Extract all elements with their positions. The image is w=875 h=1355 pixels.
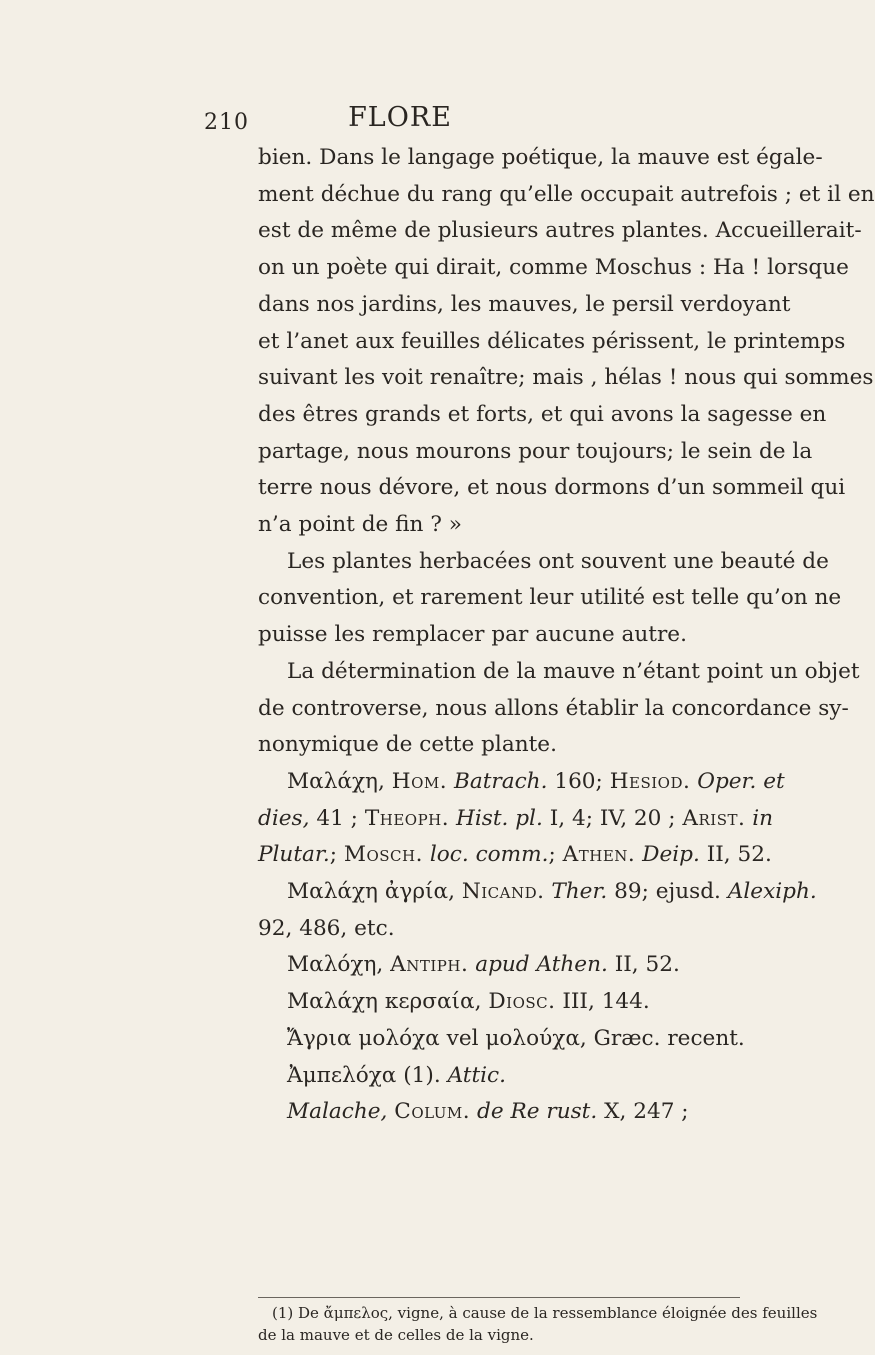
reference: II, 52. <box>706 842 772 868</box>
author: Diosc. <box>488 989 556 1015</box>
text-line: bien. Dans le langage poétique, la mauve est égale- <box>258 145 823 170</box>
work-title: Deip. <box>642 842 700 868</box>
work-title: Plutar. <box>258 842 330 868</box>
text-line: puisse les remplacer par aucune autre. <box>258 622 687 648</box>
reference: 160; <box>554 768 603 794</box>
work-title: in <box>752 805 774 831</box>
author: Theoph. <box>364 805 450 831</box>
greek-name: μολούχα, <box>485 1025 587 1051</box>
author: Arist. <box>682 805 746 831</box>
synonymy-line <box>258 837 772 874</box>
author: Hesiod. <box>609 768 691 794</box>
author: Hom. <box>391 768 448 794</box>
synonymy-line <box>258 984 740 1021</box>
page-number: 210 <box>204 110 249 135</box>
reference: ; <box>548 842 556 868</box>
connector: vel <box>446 1025 479 1051</box>
work-title: apud Athen. <box>475 952 608 978</box>
work-title: dies, <box>258 805 310 831</box>
work-title: Alexiph. <box>727 879 817 905</box>
text-line: est de même de plusieurs autres plantes. Accueillerait- <box>258 218 862 244</box>
work-title: Oper. et <box>697 768 785 794</box>
reference: III, 144. <box>562 989 650 1015</box>
synonymy-line <box>258 911 740 948</box>
author: Athen. <box>562 842 636 868</box>
reference: X, 247 ; <box>604 1099 689 1125</box>
reference: ; <box>329 842 337 868</box>
reference: 92, 486, etc. <box>258 915 395 941</box>
text-line: de controverse, nous allons établir la concordance sy- <box>258 695 849 721</box>
greek-name: Ἀμπελόχα <box>287 1062 397 1088</box>
text-line: partage, nous mourons pour toujours; le sein de la <box>258 438 813 464</box>
text-line: et l’anet aux feuilles délicates périssent, le printemps <box>258 328 846 354</box>
text-line: convention, et rarement leur utilité est telle qu’on ne <box>258 585 842 611</box>
text-line: Les plantes herbacées ont souvent une beauté de <box>287 548 829 574</box>
author: Antiph. <box>390 952 469 978</box>
text-line: terre nous dévore, et nous dormons d’un sommeil qui <box>258 475 846 501</box>
greek-name: Μαλάχη κερσαία, <box>287 989 482 1015</box>
synonymy-line <box>258 874 817 911</box>
synonymy-line <box>258 801 774 838</box>
reference: I, 4; IV, 20 ; <box>549 805 676 831</box>
greek-name: Μαλόχη, <box>287 952 384 978</box>
author: Colum. <box>394 1099 471 1125</box>
text-line: ment déchue du rang qu’elle occupait autrefois ; et il en <box>258 181 875 207</box>
running-head: FLORE <box>348 102 452 133</box>
greek-name: Μαλάχη, <box>287 768 385 794</box>
reference: 41 ; <box>316 805 358 831</box>
footnote-line: de la mauve et de celles de la vigne. <box>258 1326 534 1344</box>
text-line: La détermination de la mauve n’étant point un objet <box>287 658 860 684</box>
text-line: n’a point de fin ? » <box>258 512 462 538</box>
work-title: Batrach. <box>453 768 548 794</box>
work-title: de Re rust. <box>477 1099 598 1125</box>
body-text <box>258 140 875 1131</box>
reference: 89; ejusd. <box>614 879 721 905</box>
synonymy-line <box>258 1021 745 1058</box>
work-title: Attic. <box>447 1062 507 1088</box>
work-title: loc. comm. <box>429 842 549 868</box>
text-line: on un poète qui dirait, comme Moschus : Ha ! lorsque <box>258 255 849 281</box>
latin-name: Malache, <box>287 1099 388 1125</box>
reference: Græc. recent. <box>593 1025 745 1051</box>
work-title: Hist. pl. <box>456 805 543 831</box>
text-line: suivant les voit renaître; mais , hélas ! nous qui sommes <box>258 365 874 391</box>
footnote-line: (1) De ἄμπελος, vigne, à cause de la ressemblance éloignée des feuilles <box>272 1304 818 1322</box>
author: Mosch. <box>343 842 423 868</box>
footnote-rule <box>258 1297 740 1298</box>
text-line: nonymique de cette plante. <box>258 732 557 758</box>
work-title: Ther. <box>551 879 608 905</box>
text-line: des êtres grands et forts, et qui avons la sagesse en <box>258 401 827 427</box>
synonymy-line <box>258 947 740 984</box>
greek-name: Ἄγρια μολόχα <box>287 1025 440 1051</box>
synonymy-line <box>258 764 785 801</box>
greek-name: Μαλάχη ἀγρία, <box>287 879 455 905</box>
synonymy-line <box>258 1058 740 1095</box>
author: Nicand. <box>461 879 545 905</box>
footnote-ref: (1). <box>403 1062 441 1088</box>
text-line: dans nos jardins, les mauves, le persil verdoyant <box>258 291 791 317</box>
reference: II, 52. <box>614 952 680 978</box>
synonymy-line <box>258 1094 740 1131</box>
footnote <box>258 1302 818 1346</box>
